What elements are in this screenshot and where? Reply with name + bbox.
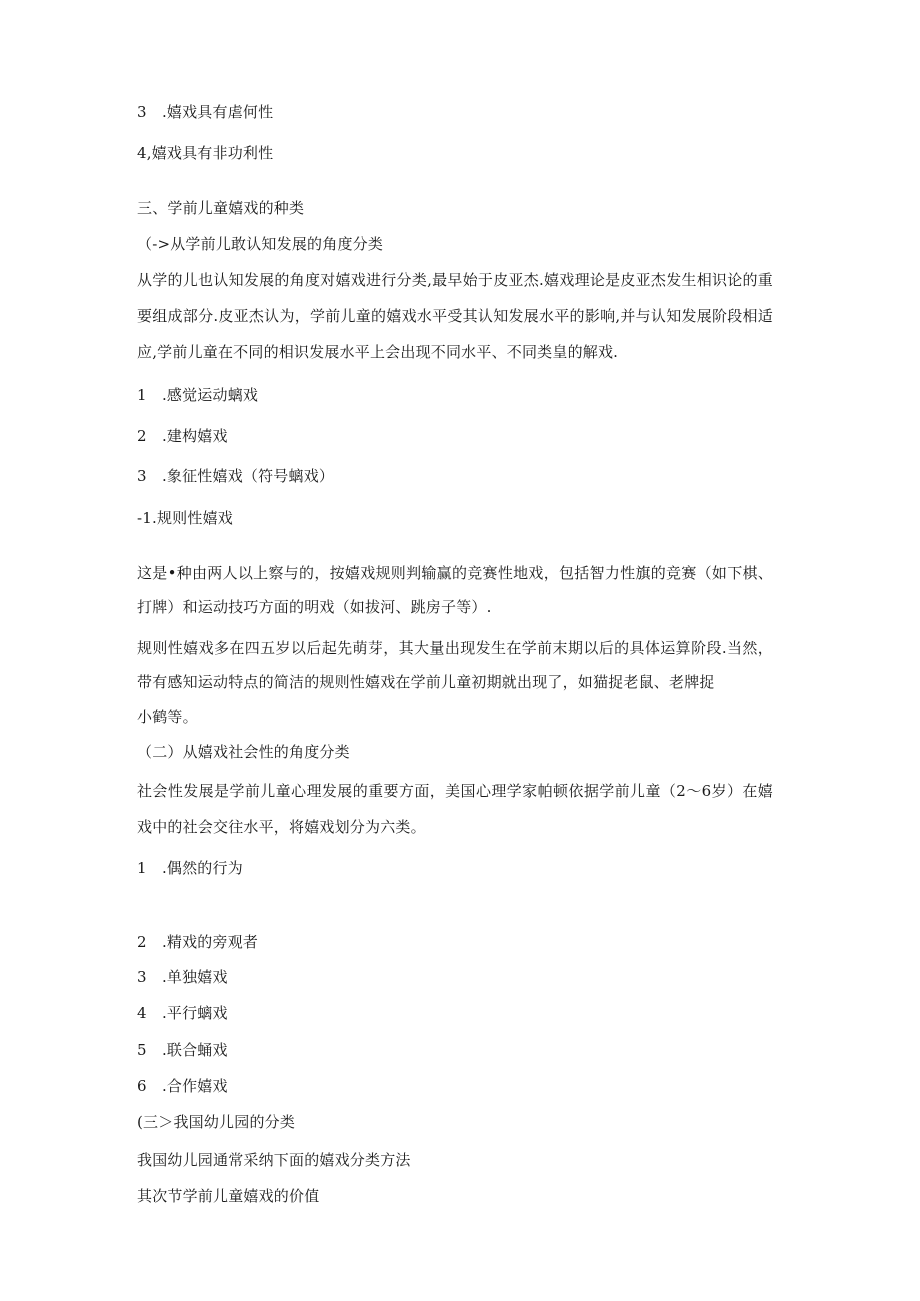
subsection-heading: (三＞我国幼儿园的分类 [137, 1113, 296, 1131]
list-item: 5 .联合蛹戏 [137, 1041, 228, 1059]
paragraph: 社会性发展是学前儿童心理发展的重要方面，美国心理学家帕顿依据学前儿童（2〜6岁）在嬉戏中的社会交往水平，将嬉戏划分为六类。 [137, 782, 773, 836]
subsection-heading: （->从学前儿敢认知发展的角度分类 [137, 235, 384, 253]
paragraph-continuation: 小鹤等。 [137, 708, 198, 726]
list-item: 3 .单独嬉戏 [137, 968, 228, 986]
list-item: 4 .平行螭戏 [137, 1004, 228, 1022]
paragraph: 我国幼儿园通常采纳下面的嬉戏分类方法 [137, 1151, 411, 1169]
list-item: 2 .精戏的旁观者 [137, 933, 259, 951]
list-item: 6 .合作嬉戏 [137, 1077, 228, 1095]
list-item: 3 .象征性嬉戏（符号螭戏） [137, 467, 335, 485]
list-item: 4,嬉戏具有非功利性 [137, 144, 274, 162]
paragraph: 从学的儿也认知发展的角度对嬉戏进行分类,最早始于皮亚杰.嬉戏理论是皮亚杰发生相识论的重要组成部分.皮亚杰认为，学前儿童的嬉戏水平受其认知发展水平的影响,并与认知发展阶段相适应,学前儿童在不同的相识发展水平上会出现不同水平、不同类皇的解戏. [137, 271, 773, 361]
list-item: 1 .偶然的行为 [137, 859, 243, 877]
list-item: -1.规则性嬉戏 [137, 509, 233, 527]
paragraph: 这是•种由两人以上察与的，按嬉戏规则判输赢的竞赛性地戏，包括智力性旗的竞赛（如下棋、打牌）和运动技巧方面的明戏（如拔河、跳房子等）. [137, 564, 773, 616]
section-heading: 三、学前儿童嬉戏的种类 [137, 199, 305, 217]
list-item: 3 .嬉戏具有虐何性 [137, 103, 274, 121]
paragraph: 规则性嬉戏多在四五岁以后起先萌芽，其大量出现发生在学前末期以后的具体运算阶段.当然，带有感知运动特点的简洁的规则性嬉戏在学前儿童初期就出现了，如猫捉老鼠、老牌捉 [137, 639, 773, 691]
list-item: 1 .感觉运动螭戏 [137, 386, 259, 404]
list-item: 2 .建构嬉戏 [137, 427, 228, 445]
subsection-heading: （二）从嬉戏社会性的角度分类 [137, 743, 350, 761]
section-heading: 其次节学前儿童嬉戏的价值 [137, 1187, 320, 1205]
